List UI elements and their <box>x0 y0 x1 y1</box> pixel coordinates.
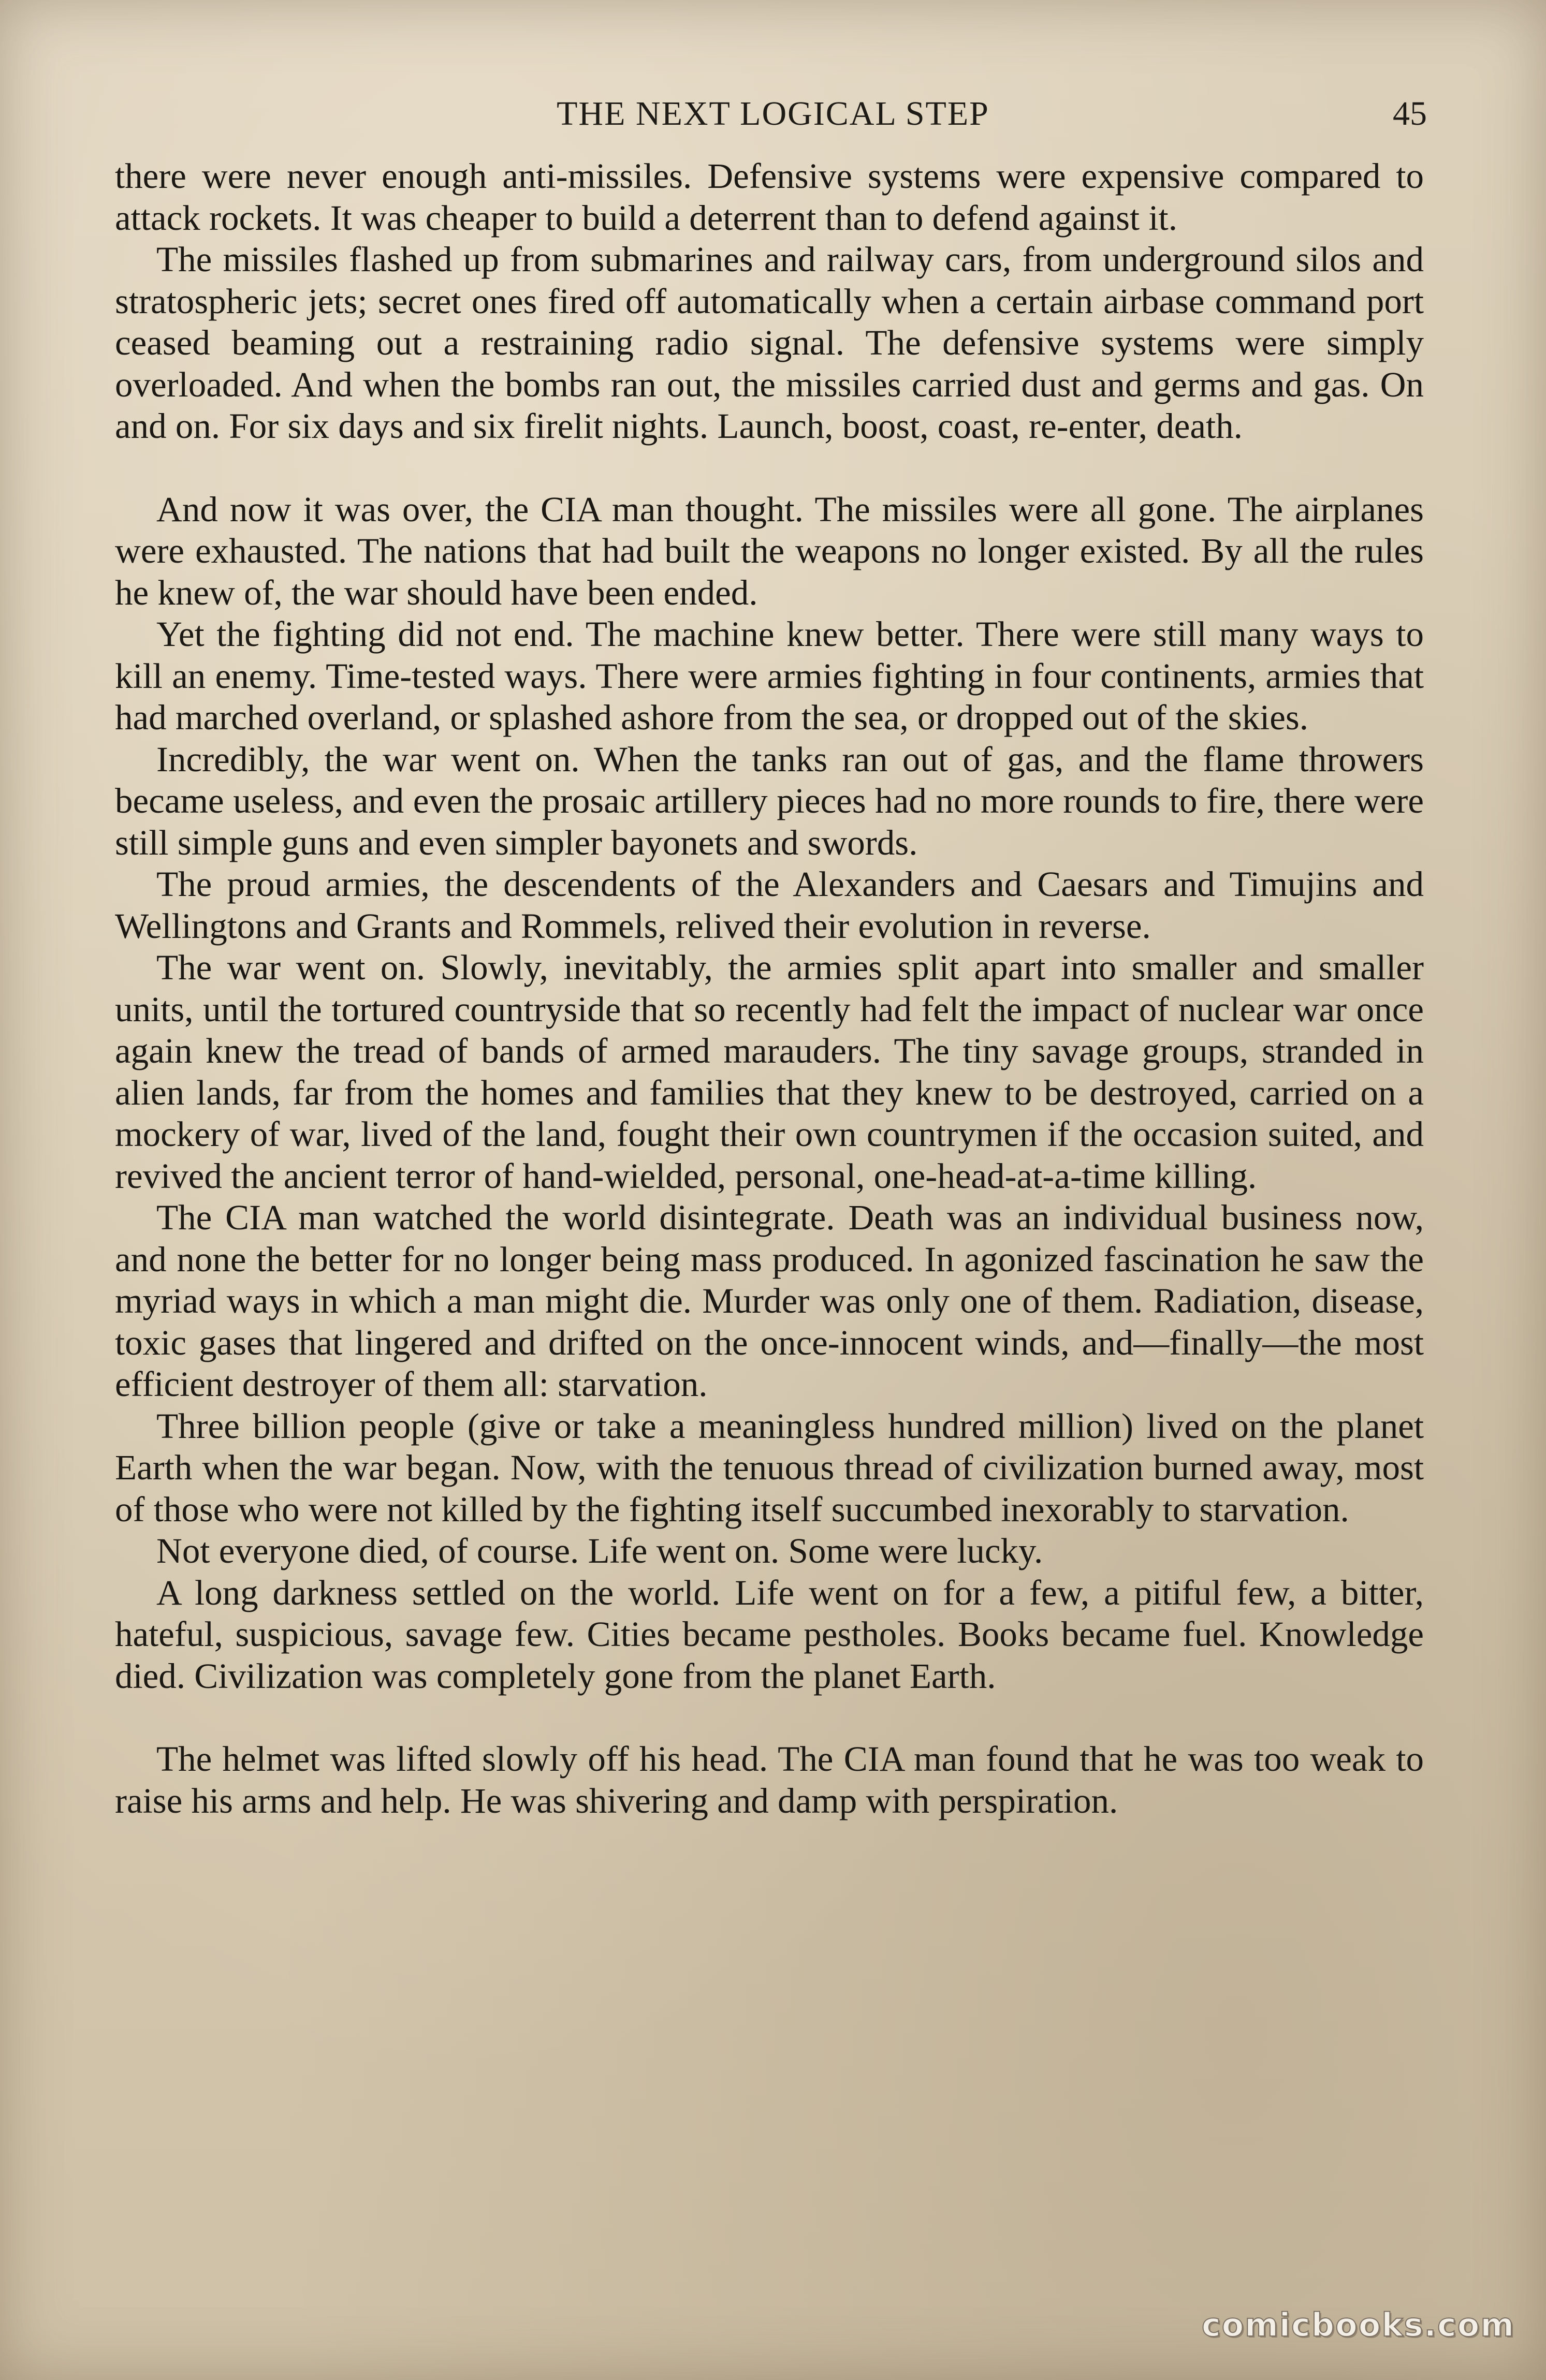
paragraph: The proud armies, the descendents of the Alexanders and Caesars and Timujins and Wellingtons and Grants and Rommels, relived their evolution in reverse. <box>115 864 1424 946</box>
paragraph: Not everyone died, of course. Life went on. Some were lucky. <box>156 1531 1043 1570</box>
paragraph: The CIA man watched the world disintegrate. Death was an individual business now, and none the better for no longer being mass produced. In agonized fascination he saw the myriad ways in which a man might die. Murder was only one of them. Radiation, disease, toxic gases that lingered and drifted on the once-innocent winds, and—finally—the most efficient destroyer of them all: starvation. <box>115 1198 1424 1404</box>
paragraph: Three billion people (give or take a meaningless hundred million) lived on the planet Earth when the war began. Now, with the tenuous thread of civilization burned away, most of those who were not killed by the fighting itself succumbed inexorably to starvation. <box>115 1406 1424 1529</box>
body-text <box>115 155 1424 1821</box>
paragraph: The helmet was lifted slowly off his head. The CIA man found that he was too weak to raise his arms and help. He was shivering and damp with perspiration. <box>115 1739 1424 1820</box>
running-head <box>119 83 1427 145</box>
watermark: comicbooks.com <box>1201 2306 1515 2344</box>
paragraph: Incredibly, the war went on. When the tanks ran out of gas, and the flame throwers became useless, and even the prosaic artillery pieces had no more rounds to fire, there were still simple guns and even simpler bayonets and swords. <box>115 739 1424 862</box>
paragraph: Yet the fighting did not end. The machine knew better. There were still many ways to kill an enemy. Time-tested ways. There were armies fighting in four continents, armies that had marched overland, or splashed ashore from the sea, or dropped out of the skies. <box>115 614 1424 737</box>
page-number: 45 <box>1393 95 1427 133</box>
paragraph: there were never enough anti-missiles. Defensive systems were expensive compared to attack rockets. It was cheaper to build a deterrent than to defend against it. <box>115 156 1424 238</box>
paragraph: The missiles flashed up from submarines and railway cars, from underground silos and stratospheric jets; secret ones fired off automatically when a certain airbase command port ceased beaming out a restraining radio signal. The defensive systems were simply overloaded. And when the bombs ran out, the missiles carried dust and germs and gas. On and on. For six days and six firelit nights. Launch, boost, coast, re-enter, death. <box>115 240 1424 446</box>
running-title: THE NEXT LOGICAL STEP <box>557 95 989 133</box>
paragraph: The war went on. Slowly, inevitably, the armies split apart into smaller and smaller units, until the tortured countryside that so recently had felt the impact of nuclear war once again knew the tread of bands of armed marauders. The tiny savage groups, stranded in alien lands, far from the homes and families that they knew to be destroyed, carried on a mockery of war, lived of the land, fought their own countrymen if the occasion suited, and revived the ancient terror of hand-wielded, personal, one-head-at-a-time killing. <box>115 948 1424 1196</box>
paragraph: And now it was over, the CIA man thought. The missiles were all gone. The airplanes were exhausted. The nations that had built the weapons no longer existed. By all the rules he knew of, the war should have been ended. <box>115 489 1424 612</box>
section-break <box>115 1697 1424 1738</box>
paragraph: A long darkness settled on the world. Life went on for a few, a pitiful few, a bitter, hateful, suspicious, savage few. Cities became pestholes. Books became fuel. Knowledge died. Civilization was completely gone from the planet Earth. <box>115 1573 1424 1696</box>
section-break <box>115 447 1424 489</box>
